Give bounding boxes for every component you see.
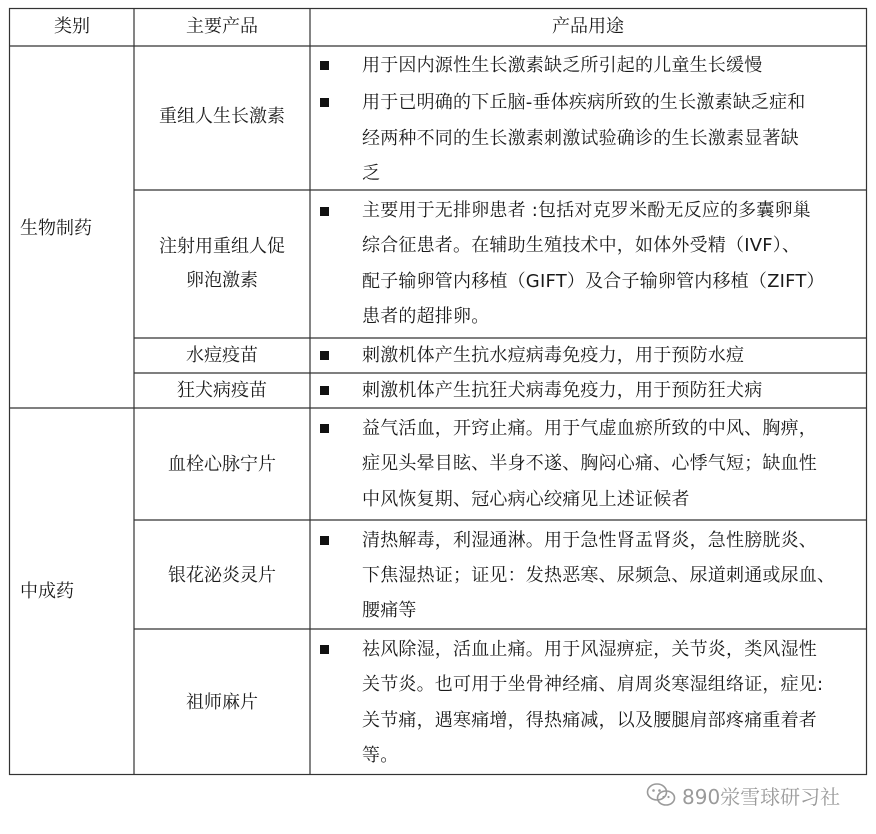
bullet-marker	[320, 536, 329, 545]
usage-line: 中风恢复期、冠心病心绞痛见上述证候者	[362, 489, 690, 510]
bullet-marker	[320, 98, 329, 107]
product-name: 狂犬病疫苗	[177, 380, 267, 401]
bullet-marker	[320, 386, 329, 395]
product-name: 银花泌炎灵片	[168, 565, 276, 586]
usage-line: 祛风除湿，活血止痛。用于风湿痹症，关节炎，类风湿性	[362, 639, 817, 660]
usage-line: 刺激机体产生抗狂犬病毒免疫力，用于预防狂犬病	[362, 380, 763, 401]
usage-line: 益气活血，开窍止痛。用于气虚血瘀所致的中风、胸痹，	[362, 418, 817, 439]
product-name: 血栓心脉宁片	[168, 454, 276, 475]
usage-line: 综合征患者。在辅助生殖技术中，如体外受精（IVF）、	[362, 235, 801, 256]
product-name: 水痘疫苗	[186, 345, 258, 366]
usage-line: 清热解毒，利湿通淋。用于急性肾盂肾炎，急性膀胱炎、	[362, 530, 817, 551]
header-category: 类别	[54, 16, 90, 37]
usage-line: 用于因内源性生长激素缺乏所引起的儿童生长缓慢	[362, 55, 763, 76]
usage-line: 等。	[362, 745, 399, 766]
usage-line: 配子输卵管内移植（GIFT）及合子输卵管内移植（ZIFT）	[362, 271, 825, 292]
watermark	[646, 780, 840, 810]
bullet-marker	[320, 207, 329, 216]
bullet-marker	[320, 424, 329, 433]
usage-line: 腰痛等	[362, 600, 417, 621]
wechat-icon	[646, 782, 676, 808]
product-name: 重组人生长激素	[159, 106, 285, 127]
usage-line: 主要用于无排卵患者 :包括对克罗米酚无反应的多囊卵巢	[362, 200, 811, 221]
usage-line: 用于已明确的下丘脑-垂体疾病所致的生长激素缺乏症和	[362, 92, 806, 113]
usage-line: 刺激机体产生抗水痘病毒免疫力，用于预防水痘	[362, 345, 745, 366]
product-name: 卵泡激素	[186, 270, 258, 291]
header-usage: 产品用途	[552, 16, 624, 37]
usage-line: 关节炎。也可用于坐骨神经痛、肩周炎寒湿组络证，症见:	[362, 674, 824, 695]
usage-line: 患者的超排卵。	[362, 306, 490, 327]
usage-line: 关节痛，遇寒痛增，得热痛减，以及腰腿肩部疼痛重着者	[362, 710, 817, 731]
category-biopharma: 生物制药	[20, 218, 92, 239]
usage-line: 经两种不同的生长激素刺激试验确诊的生长激素显著缺	[362, 128, 799, 149]
header-product: 主要产品	[186, 16, 258, 37]
bullet-marker	[320, 61, 329, 70]
bullet-marker	[320, 351, 329, 360]
product-name: 注射用重组人促	[159, 236, 285, 257]
watermark-text: 890泶雪球研习社	[682, 784, 841, 809]
bullet-marker	[320, 645, 329, 654]
usage-line: 症见头晕目眩、半身不遂、胸闷心痛、心悸气短；缺血性	[362, 453, 817, 474]
product-name: 祖师麻片	[186, 692, 258, 713]
category-tcm: 中成药	[20, 581, 74, 602]
usage-line: 下焦湿热证；证见：发热恶寒、尿频急、尿道刺通或尿血、	[362, 565, 836, 586]
usage-line: 乏	[362, 163, 381, 184]
